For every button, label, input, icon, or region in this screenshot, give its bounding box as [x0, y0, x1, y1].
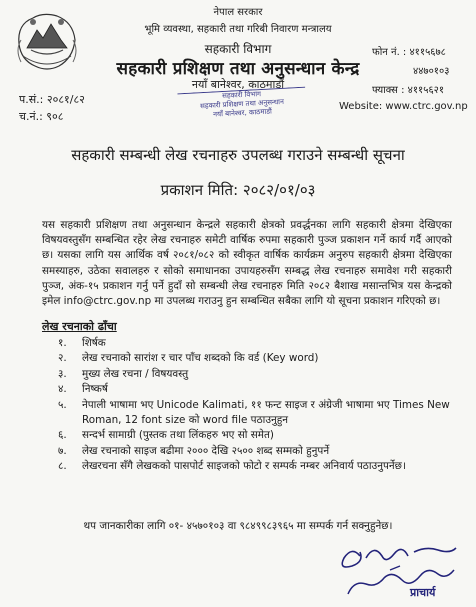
- office-seal: [177, 87, 306, 121]
- list-item-text: मुख्य लेख रचना / विषयवस्तु: [82, 367, 189, 380]
- list-item-number: ७.: [58, 444, 67, 457]
- list-item: [58, 398, 458, 429]
- list-item-text: शिर्षक: [82, 337, 106, 349]
- website-link[interactable]: Website: www.ctrc.gov.np: [339, 101, 468, 112]
- list-item-text: सन्दर्भ सामाग्री (पुस्तक तथा लिंकहरु भए सो समेत): [82, 429, 274, 442]
- list-item: [58, 444, 458, 459]
- list-item-text: नेपाली भाषामा भए Unicode Kalimati, ११ फन्ट साइज र अंग्रेजी भाषामा भए Times New Roman, 12 font size को word file पठाउनुहुन: [82, 398, 450, 427]
- structure-list: [58, 336, 458, 475]
- signature-icon: [330, 536, 470, 600]
- list-item-text: लेखरचना सँगै लेखकको पासपोर्ट साइजको फोटो र सम्पर्क नम्बर अनिवार्य पठाउनुपर्नेछ।: [82, 460, 406, 473]
- list-item-number: ५.: [58, 398, 67, 411]
- list-item-number: १.: [58, 337, 67, 349]
- fax-number: फ्याक्स : ४११५६२१: [372, 85, 445, 96]
- header-government: नेपाल सरकार: [213, 7, 263, 18]
- list-item: [58, 351, 458, 366]
- fiscal-year-ref: प.सं.: २०८१/८२: [19, 93, 85, 106]
- list-item-number: ४.: [58, 383, 67, 396]
- list-item-number: २.: [58, 352, 67, 365]
- notice-body: यस सहकारी प्रशिक्षण तथा अनुसन्धान केन्द्रले सहकारी क्षेत्रको प्रवर्द्धनका लागि सहकारी क्षेत्रमा देखिएका विषयवस्तुसँग सम्बन्धित रहेर लेख रचनाहरु समेटी वार्षिक रुपमा सहकारी पुञ्ज प्रकाशन गर्ने कार्य गर्दै आएको छ। यसका लागि यस आर्थिक वर्ष २०८१/०८२ को स्वीकृत वार्षिक कार्यक्रम अनुरुप सहकारी क्षेत्रमा देखिएका समस्याहरु, उठेका सवालहरु र सोको समाधानका उपायहरुसँग सम्बद्ध लेख रचनाहरु समावेश गरी सहकारी पुञ्ज, अंक-१५ प्रकाशन गर्नु पर्ने हुदाँ सो सम्बन्धी लेख रचनाहरु मिति २०८२ बैशाख मसान्तभित्र यस केन्द्रको इमेल info@ctrc.gov.np मा उपलब्ध गराउनु हुन सम्बन्धित सबैका लागि यो सूचना प्रकाशन गरिएको छ।: [42, 219, 452, 308]
- dispatch-number: च.नं.: ९०८: [19, 110, 64, 123]
- list-item: [58, 382, 458, 397]
- seal-line-2: सहकारी प्रशिक्षण तथा अनुसन्धान: [199, 97, 285, 111]
- structure-heading: लेख रचनाको ढाँचा: [42, 320, 117, 333]
- seal-line-1: सहकारी विभाग: [221, 89, 262, 101]
- header-office-name: सहकारी प्रशिक्षण तथा अनुसन्धान केन्द्र: [116, 59, 360, 79]
- list-item: [58, 459, 458, 474]
- list-item-number: ६.: [58, 429, 67, 442]
- list-item-number: ३.: [58, 367, 67, 380]
- list-item-text: लेख रचनाको साइज बढीमा २००० देखि २५०० शब्द सम्मको हुनुपर्ने: [82, 444, 330, 457]
- header-department: सहकारी विभाग: [204, 42, 272, 56]
- phone-number-2: ४४७०१०३: [413, 66, 450, 77]
- list-item-text: निष्कर्ष: [82, 383, 108, 396]
- notice-title: सहकारी सम्बन्धी लेख रचनाहरु उपलब्ध गराउने सम्बन्धी सूचना: [71, 146, 405, 164]
- list-item: [58, 428, 458, 443]
- publication-date: प्रकाशन मिति: २०८२/०१/०३: [160, 181, 316, 199]
- header-ministry: भूमि व्यवस्था, सहकारी तथा गरिबी निवारण मन्त्रालय: [144, 24, 332, 35]
- list-item-number: ८.: [58, 460, 67, 473]
- signatory-title: प्राचार्य: [410, 586, 436, 599]
- list-item-text: लेख रचनाको सारांश र चार पाँच शब्दको कि वर्ड (Key word): [82, 352, 319, 365]
- list-item: [58, 336, 458, 351]
- seal-line-3: नयाँ बानेश्वर, काठमाडौं: [212, 107, 272, 119]
- phone-number-1: फोन नं. : ४११५६७८: [372, 47, 446, 58]
- header-address: नयाँ बानेश्वर, काठमाडौं: [191, 78, 285, 91]
- list-item: [58, 367, 458, 382]
- contact-footer: थप जानकारीका लागि ०१- ४५७०१०३ वा ९८४९९८३९६५ मा सम्पर्क गर्न सक्नुहुनेछ।: [83, 520, 393, 532]
- handwritten-signature: [330, 536, 470, 600]
